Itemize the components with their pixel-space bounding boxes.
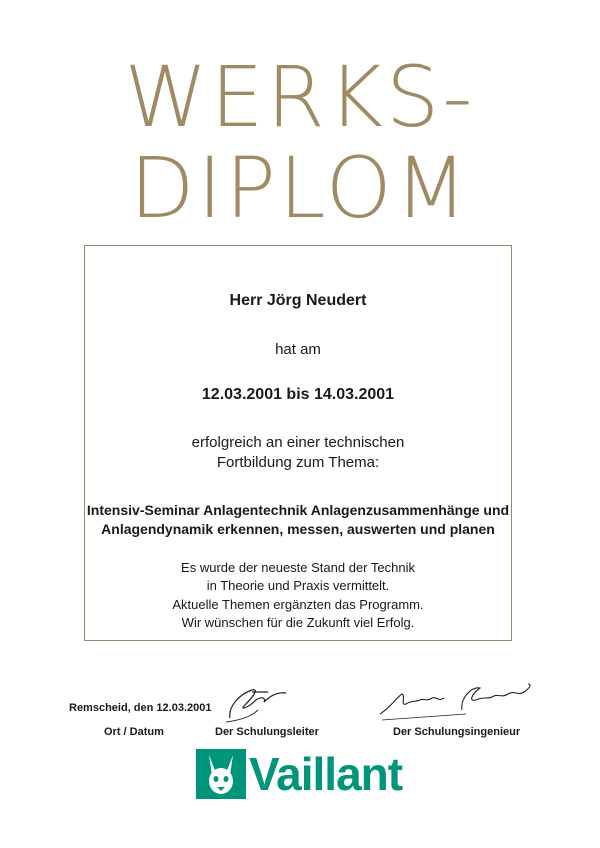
closing-line-3: Aktuelle Themen ergänzten das Programm.: [172, 597, 424, 612]
engineer-label: Der Schulungsingenieur: [393, 726, 521, 738]
description-line-1: erfolgreich an einer technischen: [191, 434, 405, 451]
leader-signature: [222, 684, 302, 726]
description-line-2: Fortbildung zum Thema:: [216, 454, 380, 471]
leader-label: Der Schulungsleiter: [215, 726, 319, 738]
hare-icon: [196, 749, 246, 799]
recipient-name: Herr Jörg Neudert: [229, 292, 367, 309]
vaillant-logo: [196, 748, 403, 800]
vaillant-wordmark: Vaillant: [249, 748, 403, 800]
closing-line-1: Es wurde der neueste Stand der Technik: [181, 560, 415, 575]
engineer-signature: [376, 680, 538, 724]
title-line-2: DIPLOM: [129, 139, 471, 237]
closing-line-4: Wir wünschen für die Zukunft viel Erfolg.: [181, 615, 415, 630]
topic-line-2: Anlagendynamik erkennen, messen, auswerten und planen: [101, 521, 495, 537]
title-line-1: WERKS-: [124, 48, 476, 146]
topic-line-1: Intensiv-Seminar Anlagentechnik Anlagenzusammenhänge und: [86, 502, 510, 518]
course-dates: 12.03.2001 bis 14.03.2001: [201, 386, 395, 403]
hat-am-text: hat am: [275, 341, 321, 358]
closing-line-2: in Theorie und Praxis vermittelt.: [206, 578, 390, 593]
place-date-label: Ort / Datum: [104, 726, 164, 738]
hare-logo-box: [196, 749, 246, 799]
place-date: Remscheid, den 12.03.2001: [69, 702, 212, 714]
